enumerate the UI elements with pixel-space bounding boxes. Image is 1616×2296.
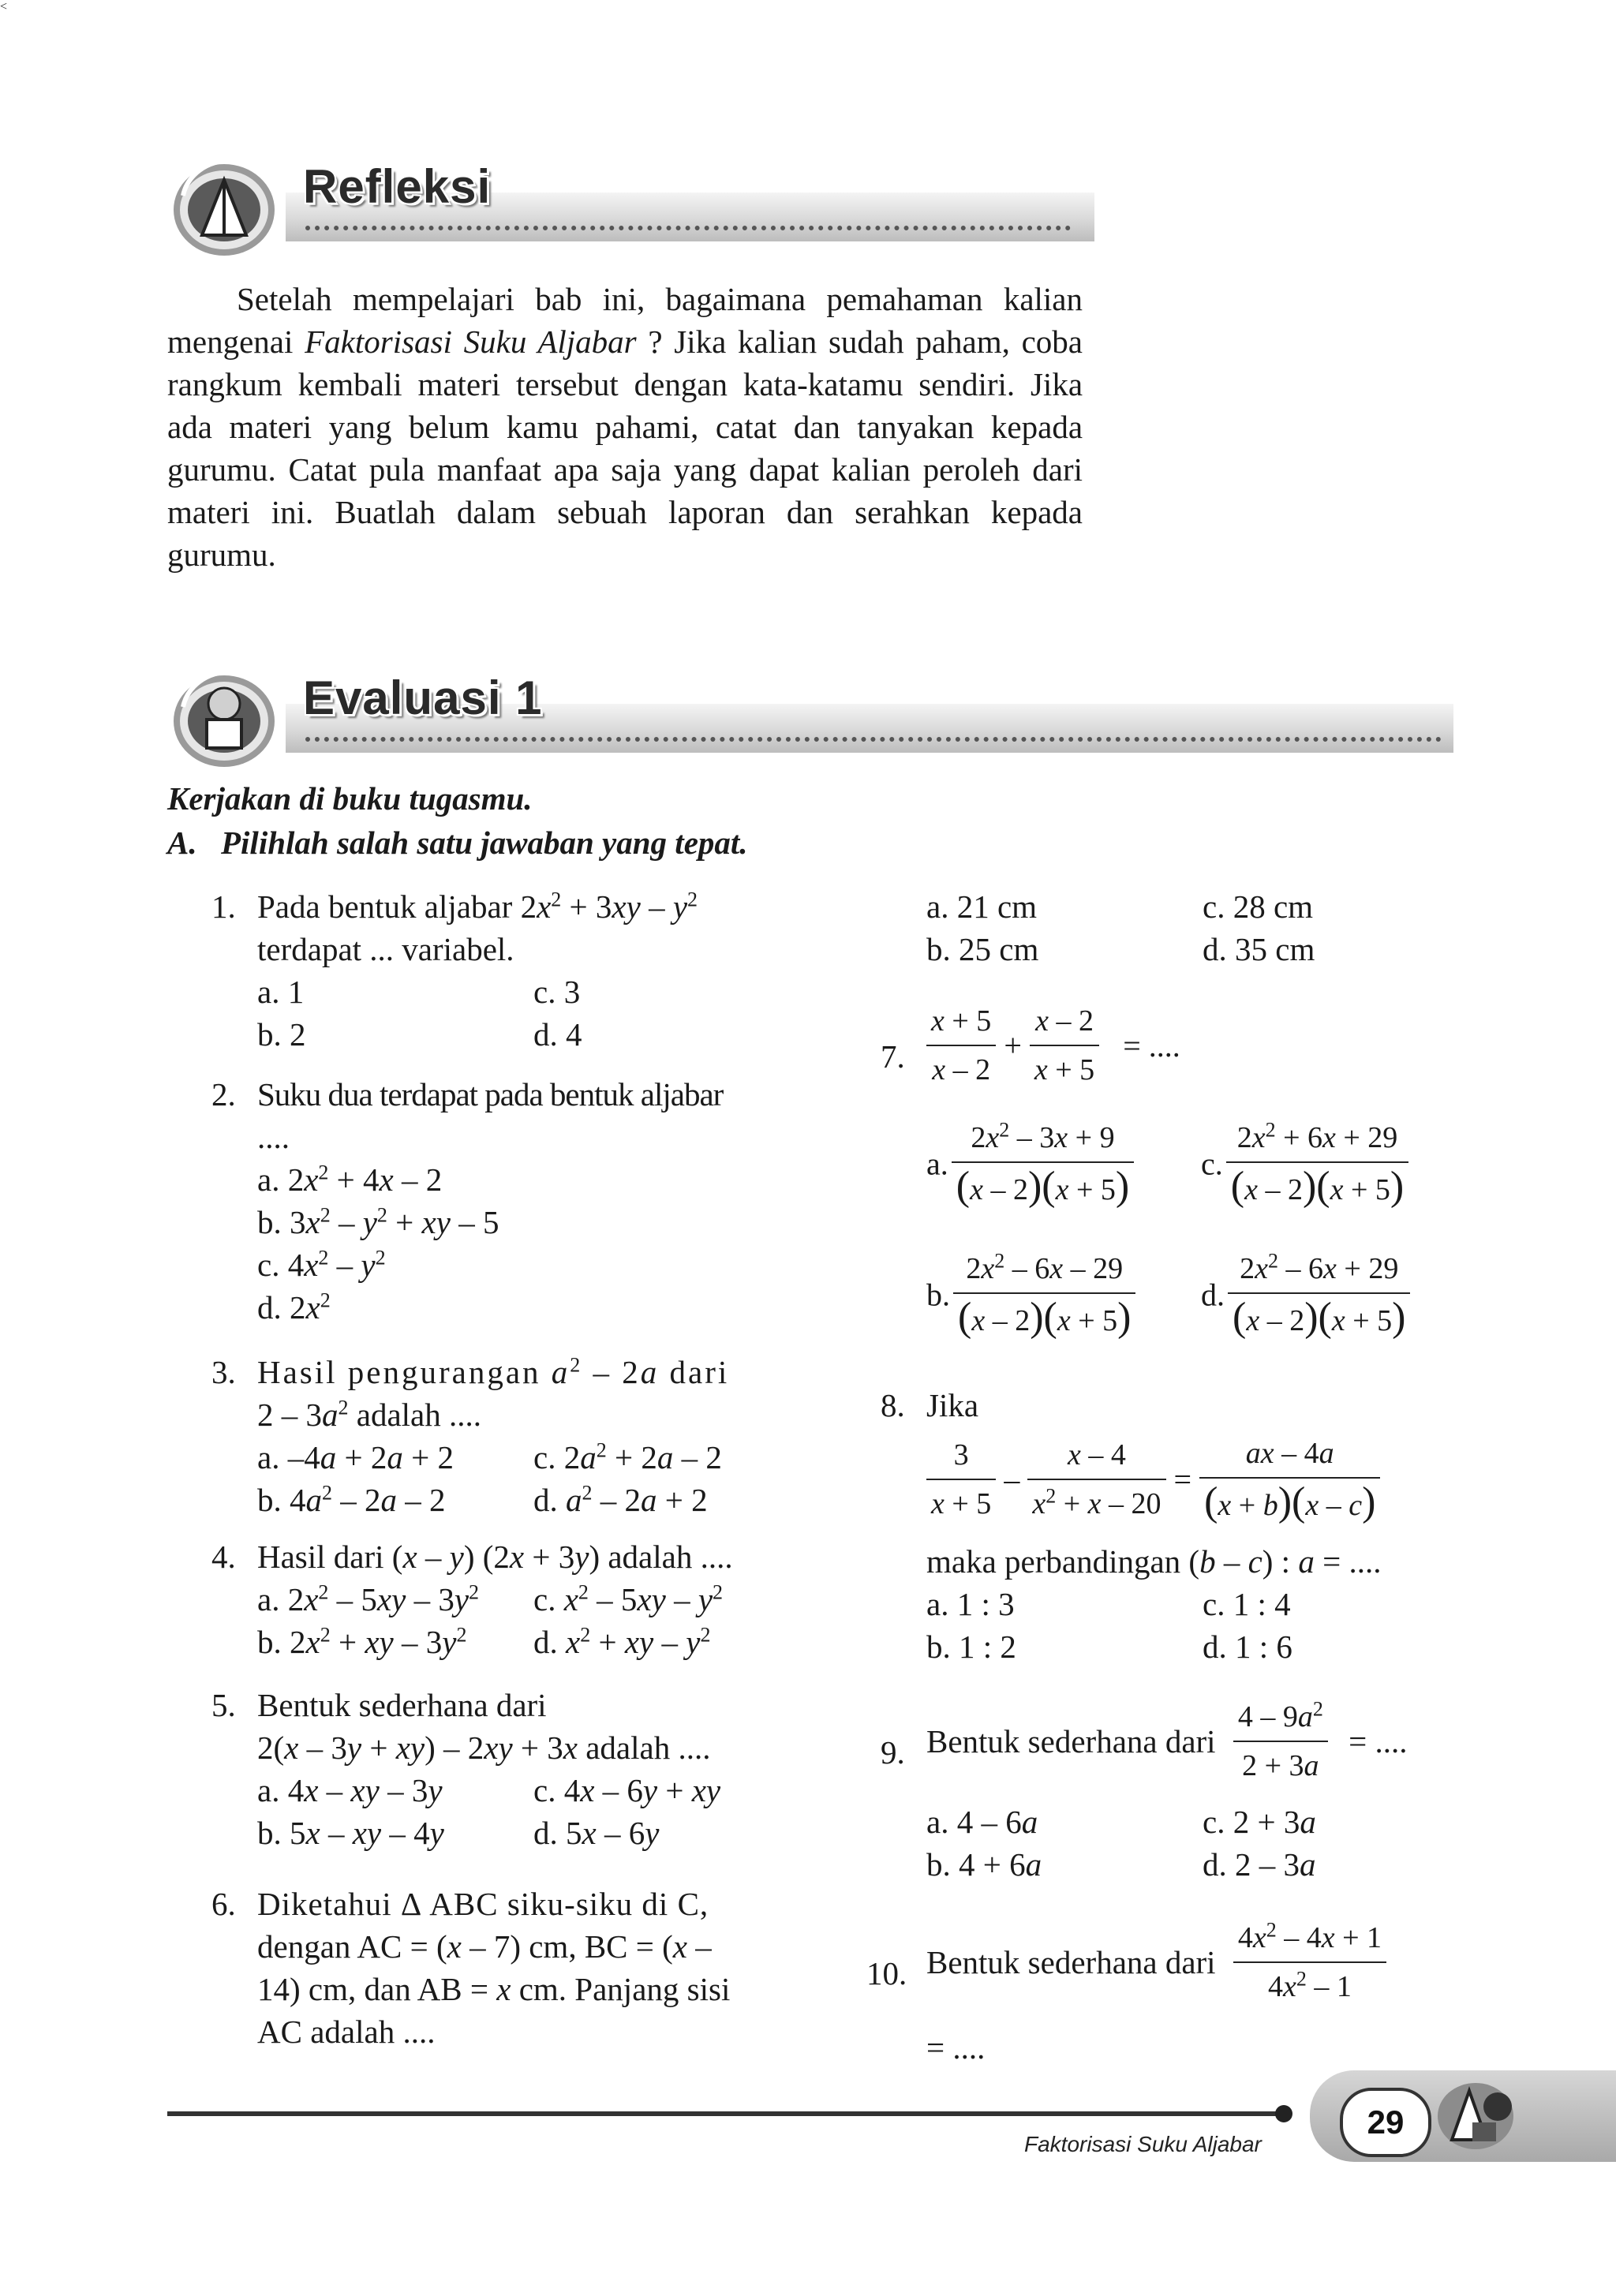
line: coba rangkum kembali materi tersebut dengan kata-katamu sendiri. bbox=[167, 323, 1083, 402]
q3-option-c[interactable]: c. $2a^2 + 2a - 2$ bbox=[533, 1438, 722, 1475]
q6-option-a[interactable]: a. 21 cm bbox=[926, 888, 1038, 925]
q7-eq: = .... bbox=[1123, 1027, 1180, 1064]
question-10: Bentuk sederhana dari $\frac{4x^2 - 4x + 1}{4x^2 - 1}$ bbox=[926, 1919, 1386, 2006]
q1-text: Pada bentuk aljabar 2 bbox=[257, 888, 537, 925]
q8-text-c: = .... bbox=[1322, 1543, 1382, 1580]
q6-option-c[interactable]: c. 28 cm bbox=[1203, 888, 1314, 925]
question-4: Hasil dari (x – y) (2x + 3y) adalah .... a. $2x^2 - 5xy - 3y^2$ c. $x^2 - 5xy - y^2$ b. $2x^2$ + xy – $3y^2$ d. $x^2$ + xy – $y^2$ bbox=[257, 1535, 794, 1663]
line: kepada gurumu. Catat pula manfaat apa saja yang dapat kalian bbox=[167, 409, 1083, 488]
q6-text-4: AC adalah .... bbox=[257, 2014, 436, 2050]
question-9: Bentuk sederhana dari $\frac{4 - 9a^2}{2 + 3a}$ = .... bbox=[926, 1697, 1408, 1782]
q1-option-d[interactable]: d. 4 bbox=[533, 1016, 582, 1053]
page-emblem-icon bbox=[1428, 2077, 1523, 2156]
q6-options bbox=[926, 885, 1416, 970]
evaluasi-title: Evaluasi 1 bbox=[303, 671, 543, 724]
q10-text: Bentuk sederhana dari bbox=[926, 1944, 1216, 1980]
q4-number: 4. bbox=[211, 1539, 236, 1575]
footer-chapter: Faktorisasi Suku Aljabar bbox=[1024, 2132, 1262, 2156]
q7-option-d[interactable]: d. $\frac{2x^2 - 6x + 29}{(x - 2)(x + 5)}$ bbox=[1201, 1250, 1410, 1340]
question-5: Bentuk sederhana dari 2(x – 3y + xy) – 2xy + 3x adalah .... a. 4x – xy – 3y c. 4x – 6y + xy b. 5x – xy – 4y d. 5x – 6y bbox=[257, 1684, 794, 1854]
section-a-title: Pilihlah salah satu jawaban yang tepat. bbox=[221, 825, 748, 861]
question-8-intro: Jika bbox=[926, 1387, 979, 1423]
question-2 bbox=[257, 1073, 794, 1329]
question-1: Pada bentuk aljabar $2x^2 + 3xy - y^2$ terdapat ... variabel. a. 1 c. 3 b. 2 d. 4 bbox=[257, 885, 786, 1056]
q1-number: 1. bbox=[211, 888, 236, 925]
q3-text-dari: dari bbox=[669, 1354, 730, 1390]
question-8-equation: $\frac{3}{x + 5}$ – $\frac{x - 4}{x^2 + x - 20}$ = $\frac{ax - 4a}{(x + b)(x - c)}$ bbox=[926, 1434, 1380, 1524]
q5-option-a[interactable]: a. 4x – xy – 3y bbox=[257, 1772, 443, 1808]
q8-option-b[interactable]: b. 1 : 2 bbox=[926, 1629, 1016, 1665]
refleksi-title: Refleksi bbox=[303, 160, 492, 213]
q1-option-c[interactable]: c. 3 bbox=[533, 974, 581, 1010]
question-7: $\frac{x + 5}{x - 2}$ + $\frac{x - 2}{x + 5}$ = .... bbox=[926, 1002, 1180, 1089]
q7-option-a[interactable]: a. $\frac{2x^2 - 3x + 9}{(x - 2)(x + 5)}$ bbox=[926, 1119, 1134, 1209]
q4-option-a[interactable]: a. $2x^2 - 5xy - 3y^2$ bbox=[257, 1580, 480, 1617]
q9-eq: = .... bbox=[1349, 1723, 1408, 1759]
q6-option-b[interactable]: b. 25 cm bbox=[926, 931, 1039, 967]
q5-text-adalah: adalah .... bbox=[585, 1729, 711, 1766]
q2-option-a[interactable]: a. $2x^2 + 4x - 2$ bbox=[257, 1161, 443, 1198]
q5-option-b[interactable]: b. 5x – xy – 4y bbox=[257, 1815, 444, 1851]
q8-option-d[interactable]: d. 1 : 6 bbox=[1203, 1629, 1292, 1665]
q2-option-d[interactable]: d. $2x^2$ bbox=[257, 1288, 331, 1326]
line: Setelah mempelajari bab ini, bagaimana pemahaman kalian bbox=[237, 281, 1083, 317]
page-number: 29 bbox=[1340, 2088, 1431, 2157]
q9-option-d[interactable]: d. 2 – 3a bbox=[1203, 1846, 1316, 1883]
q5-text: Bentuk sederhana dari bbox=[257, 1687, 547, 1723]
q4-option-c[interactable]: c. $x^2 - 5xy - y^2$ bbox=[533, 1580, 724, 1617]
evaluasi-emblem-icon bbox=[167, 660, 294, 778]
q6-text-2: dengan AC = ( bbox=[257, 1928, 447, 1965]
line: Jika ada materi yang belum kamu pahami, catat dan tanyakan bbox=[167, 366, 1083, 445]
q7-frac-2: $\frac{x - 2}{x + 5}$ bbox=[1030, 1002, 1099, 1089]
q9-option-a[interactable]: a. 4 – 6a bbox=[926, 1804, 1038, 1840]
question-6: Diketahui Δ ABC siku-siku di C, dengan AC = (x – 7) cm, BC = (x – 14) cm, dan AB = x cm. Panjang sisi AC adalah .... bbox=[257, 1883, 786, 2053]
refleksi-emblem-icon bbox=[167, 148, 294, 267]
banner-dots bbox=[305, 226, 1071, 230]
q3-option-a[interactable]: a. –4a + 2a + 2 bbox=[257, 1439, 454, 1475]
q2-text: Suku dua terdapat pada bentuk aljabar bbox=[257, 1076, 724, 1112]
q8-option-a[interactable]: a. 1 : 3 bbox=[926, 1586, 1015, 1622]
chapter-ref: Faktorisasi Suku Aljabar bbox=[305, 323, 637, 360]
q9-text: Bentuk sederhana dari bbox=[926, 1723, 1216, 1759]
q9-options bbox=[926, 1801, 1431, 1886]
q6-number: 6. bbox=[211, 1886, 236, 1922]
q8-text-b: ) : bbox=[1262, 1543, 1291, 1580]
q7-option-b[interactable]: b. $\frac{2x^2 - 6x - 29}{(x - 2)(x + 5)}$ bbox=[926, 1250, 1135, 1340]
section-a-letter: A. bbox=[167, 825, 197, 861]
q8-option-c[interactable]: c. 1 : 4 bbox=[1203, 1586, 1291, 1622]
q3-text: Hasil pengurangan bbox=[257, 1354, 541, 1390]
q8-text: maka perbandingan ( bbox=[926, 1543, 1200, 1580]
question-8: maka perbandingan (b – c) : a = .... a. 1 : 3 c. 1 : 4 b. 1 : 2 d. 1 : 6 bbox=[926, 1540, 1431, 1668]
q7-number: 7. bbox=[881, 1038, 905, 1075]
q1-option-a[interactable]: a. 1 bbox=[257, 974, 305, 1010]
q1-option-b[interactable]: b. 2 bbox=[257, 1016, 306, 1053]
line: peroleh dari materi ini. Buatlah dalam sebuah laporan dan serahkan bbox=[167, 451, 1083, 530]
q4-text-adalah: adalah .... bbox=[608, 1539, 733, 1575]
q3-text-adalah: adalah .... bbox=[356, 1397, 481, 1433]
footer-line bbox=[167, 2111, 1286, 2116]
q9-option-b[interactable]: b. 4 + 6a bbox=[926, 1846, 1042, 1883]
footer-dot bbox=[1275, 2105, 1292, 2122]
q6-text-3b: cm. Panjang sisi bbox=[518, 1971, 731, 2007]
q2-text-2: .... bbox=[257, 1119, 290, 1155]
q7-option-c[interactable]: c. $\frac{2x^2 + 6x + 29}{(x - 2)(x + 5)}$ bbox=[1201, 1119, 1408, 1209]
banner-dots bbox=[305, 737, 1442, 742]
q4-option-d[interactable]: d. $x^2$ + xy – $y^2$ bbox=[533, 1623, 711, 1660]
q9-number: 9. bbox=[881, 1734, 905, 1771]
q3-option-b[interactable]: b. $4a^2 - 2a - 2$ bbox=[257, 1481, 446, 1518]
q3-number: 3. bbox=[211, 1354, 236, 1390]
q10-eq: = .... bbox=[926, 2029, 986, 2066]
q2-option-b[interactable]: b. $3x^2 - y^2$ + xy – 5 bbox=[257, 1203, 499, 1240]
q5-number: 5. bbox=[211, 1687, 236, 1723]
q1-text-2: terdapat ... variabel. bbox=[257, 931, 514, 967]
line: mengenai bbox=[167, 323, 294, 360]
q10-number: 10. bbox=[866, 1955, 907, 1991]
q2-number: 2. bbox=[211, 1076, 236, 1112]
q4-option-b[interactable]: b. $2x^2$ + xy – $3y^2$ bbox=[257, 1623, 467, 1660]
q5-option-c[interactable]: c. 4x – 6y + xy bbox=[533, 1772, 721, 1808]
refleksi-banner bbox=[167, 148, 1094, 267]
q8-number: 8. bbox=[881, 1387, 905, 1423]
q2-option-c[interactable]: c. $4x^2 - y^2$ bbox=[257, 1246, 386, 1283]
instruction: Kerjakan di buku tugasmu. bbox=[167, 780, 533, 817]
refleksi-paragraph bbox=[167, 278, 1083, 576]
q4-text: Hasil dari bbox=[257, 1539, 384, 1575]
line: kepada gurumu. bbox=[167, 494, 1083, 573]
q7-options bbox=[926, 1119, 1463, 1363]
question-3: Hasil pengurangan $a^2 - 2a$ dari $2 - 3a^2$ adalah .... a. –4a + 2a + 2 c. $2a^2 + 2a - 2$ b. $4a^2 - 2a - 2$ d. $a^2 - 2a + 2$ bbox=[257, 1351, 794, 1521]
evaluasi-banner bbox=[167, 660, 1453, 778]
q5-option-d[interactable]: d. 5x – 6y bbox=[533, 1815, 660, 1851]
line: ? Jika kalian sudah paham, bbox=[648, 323, 1010, 360]
q3-option-d[interactable]: d. $a^2 - 2a + 2$ bbox=[533, 1481, 708, 1518]
q6-text-3: 14) cm, dan AB = bbox=[257, 1971, 489, 2007]
q7-frac-1: $\frac{x + 5}{x - 2}$ bbox=[926, 1002, 996, 1089]
q6-option-d[interactable]: d. 35 cm bbox=[1203, 931, 1315, 967]
q6-text: Diketahui Δ ABC siku-siku di C, bbox=[257, 1886, 709, 1922]
q9-option-c[interactable]: c. 2 + 3a bbox=[1203, 1804, 1316, 1840]
